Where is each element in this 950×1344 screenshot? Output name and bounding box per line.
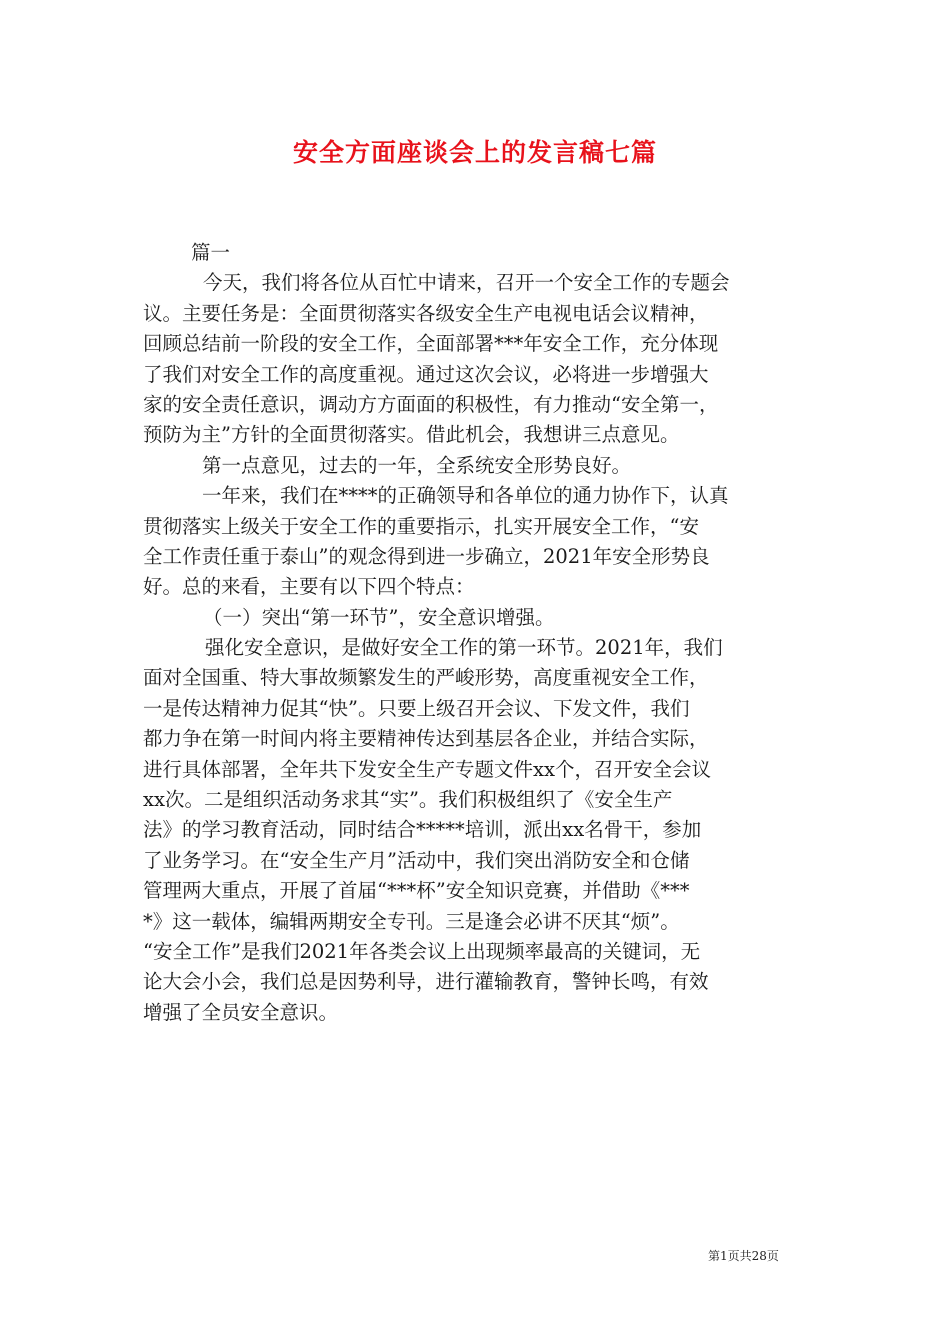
text-line: 面对全国重、特大事故频繁发生的严峻形势，高度重视安全工作， [143, 666, 709, 690]
text-line: 议。主要任务是：全面贯彻落实各级安全生产电视电话会议精神， [143, 301, 709, 325]
text-line: 一年来，我们在****的正确领导和各单位的通力协作下，认真 [202, 484, 729, 508]
text-line: 管理两大重点，开展了首届“***杯”安全知识竞赛，并借助《*** [143, 879, 690, 903]
page-number-footer: 第1页共28页 [708, 1249, 779, 1263]
text-line: 了我们对安全工作的高度重视。通过这次会议，必将进一步增强大 [143, 362, 709, 386]
text-line: “安全工作”是我们2021年各类会议上出现频率最高的关键词，无 [143, 939, 701, 963]
text-line: 预防为主”方针的全面贯彻落实。借此机会，我想讲三点意见。 [143, 423, 680, 447]
text-line: 论大会小会，我们总是因势利导，进行灌输教育，警钟长鸣，有效 [143, 970, 709, 994]
text-line: 今天，我们将各位从百忙中请来，召开一个安全工作的专题会 [203, 271, 730, 295]
text-line: 都力争在第一时间内将主要精神传达到基层各企业，并结合实际， [143, 727, 709, 751]
text-line: 篇一 [191, 241, 231, 264]
text-line: （一）突出“第一环节”，安全意识增强。 [203, 605, 555, 629]
text-line: 家的安全责任意识，调动方方面面的积极性，有力推动“安全第一， [143, 392, 719, 416]
text-line: 回顾总结前一阶段的安全工作，全面部署***年安全工作，充分体现 [143, 332, 719, 356]
text-line: 好。总的来看，主要有以下四个特点： [143, 575, 475, 599]
text-line: 增强了全员安全意识。 [143, 1000, 339, 1024]
text-line: 全工作责任重于泰山”的观念得到进一步确立，2021年安全形势良 [143, 544, 710, 568]
text-line: 法》的学习教育活动，同时结合*****培训，派出xx名骨干，参加 [143, 818, 702, 842]
document-body [143, 238, 813, 1028]
document-title: 安全方面座谈会上的发言稿七篇 [292, 138, 657, 167]
text-line: 贯彻落实上级关于安全工作的重要指示，扎实开展安全工作，“安 [143, 514, 699, 538]
text-line: 进行具体部署，全年共下发安全生产专题文件xx个，召开安全会议 [143, 757, 711, 781]
text-line: *》这一载体，编辑两期安全专刊。三是逢会必讲不厌其“烦”。 [143, 909, 680, 933]
text-line: 了业务学习。在“安全生产月”活动中，我们突出消防安全和仓储 [143, 848, 690, 872]
text-line: xx次。二是组织活动务求其“实”。我们积极组织了《安全生产 [143, 788, 673, 812]
text-line: 第一点意见，过去的一年，全系统安全形势良好。 [202, 453, 632, 477]
text-line: 强化安全意识，是做好安全工作的第一环节。2021年，我们 [205, 636, 723, 660]
text-line: 一是传达精神力促其“快”。只要上级召开会议、下发文件，我们 [143, 696, 690, 720]
